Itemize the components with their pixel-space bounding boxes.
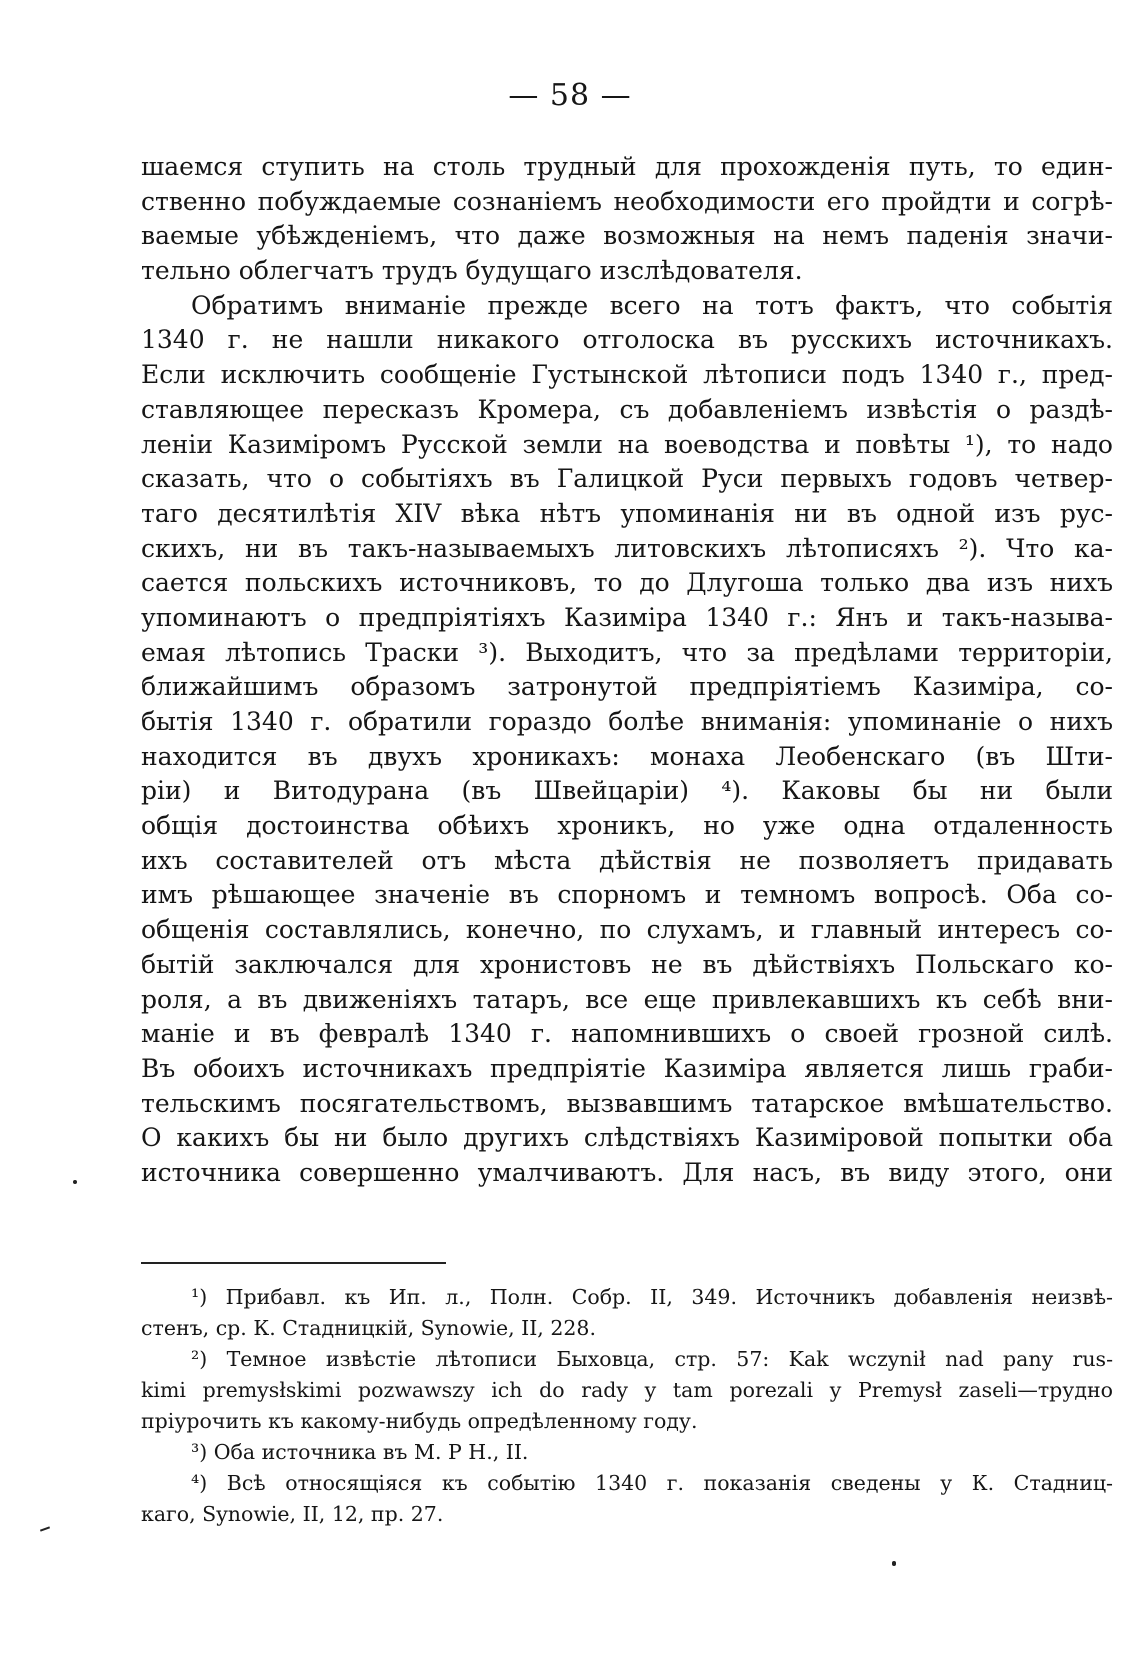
body-line: 1340 г. не нашли никакого отголоска въ русскихъ источникахъ. xyxy=(141,325,1113,355)
scan-speck xyxy=(73,1180,77,1184)
body-line: ихъ составителей отъ мѣста дѣйствія не позволяетъ придавать xyxy=(141,845,1113,875)
body-line: маніе и въ февралѣ 1340 г. напомнившихъ о своей грозной силѣ. xyxy=(141,1019,1113,1049)
scan-speck xyxy=(40,1526,50,1531)
footnote-line: ⁴) Всѣ относящіяся къ событію 1340 г. показанія сведены у К. Стадниц- xyxy=(191,1471,1113,1495)
body-text xyxy=(141,150,1113,1191)
body-line: леніи Казиміромъ Русской земли на воеводства и повѣты ¹), то надо xyxy=(141,429,1113,459)
body-line: емая лѣтопись Траски ³). Выходитъ, что за предѣлами территоріи, xyxy=(141,637,1113,667)
body-line: упоминаютъ о предпріятіяхъ Казиміра 1340 г.: Янъ и такъ-называ- xyxy=(141,602,1113,632)
footnotes xyxy=(141,1282,1113,1530)
body-line: сается польскихъ источниковъ, то до Длугоша только два изъ нихъ xyxy=(141,568,1113,598)
body-line: Въ обоихъ источникахъ предпріятіе Казиміра является лишь граби- xyxy=(141,1053,1113,1083)
body-line: общенія составлялись, конечно, по слухамъ, и главный интересъ со- xyxy=(141,915,1113,945)
page-number: — 58 — xyxy=(508,78,632,113)
footnote-line: ³) Оба источника въ М. Р Н., II. xyxy=(191,1440,529,1464)
body-line: имъ рѣшающее значеніе въ спорномъ и темномъ вопросѣ. Оба со- xyxy=(141,880,1113,910)
body-line: шаемся ступить на столь трудный для прохожденія путь, то един- xyxy=(141,152,1113,181)
body-line: роля, а въ движеніяхъ татаръ, все еще привлекавшихъ къ себѣ вни- xyxy=(141,984,1113,1014)
footnote-line: стенъ, ср. К. Стадницкій, Synowie, II, 228. xyxy=(141,1316,596,1340)
footnote-line: ¹) Прибавл. къ Ип. л., Полн. Собр. II, 349. Источникъ добавленія неизвѣ- xyxy=(191,1285,1113,1309)
body-line: бытій заключался для хронистовъ не въ дѣйствіяхъ Польскаго ко- xyxy=(141,949,1113,979)
body-line: Если исключить сообщеніе Густынской лѣтописи подъ 1340 г., пред- xyxy=(141,360,1113,390)
body-line: бытія 1340 г. обратили гораздо болѣе вниманія: упоминаніе о нихъ xyxy=(141,707,1113,736)
body-line: общія достоинства обѣихъ хроникъ, но уже одна отдаленность xyxy=(141,811,1113,841)
body-line: источника совершенно умалчиваютъ. Для насъ, въ виду этого, они xyxy=(141,1157,1113,1187)
scan-speck xyxy=(892,1561,896,1566)
footnote-divider xyxy=(141,1262,446,1264)
body-line: таго десятилѣтія XIV вѣка нѣтъ упоминанія ни въ одной изъ рус- xyxy=(141,498,1113,528)
body-line: тельно облегчатъ трудъ будущаго изслѣдователя. xyxy=(141,256,803,286)
body-line: тельскимъ посягательствомъ, вызвавшимъ татарское вмѣшательство. xyxy=(141,1088,1113,1118)
body-line: ственно побуждаемые сознаніемъ необходимости его пройдти и согрѣ- xyxy=(141,186,1113,216)
footnote-line: kimi premysłskimi pozwawszy ich do rady y tam porezali y Premysł zaseli—трудно xyxy=(141,1378,1113,1402)
footnote-line: ²) Темное извѣстіе лѣтописи Быховца, стр. 57: Kak wczynił nad pany rus- xyxy=(191,1347,1113,1371)
body-line: О какихъ бы ни было другихъ слѣдствіяхъ Казиміровой попытки оба xyxy=(141,1123,1113,1153)
footnote-line: каго, Synowie, II, 12, пр. 27. xyxy=(141,1502,444,1526)
body-line: ріи) и Витодурана (въ Швейцаріи) ⁴). Каковы бы ни были xyxy=(141,776,1113,806)
body-line: ближайшимъ образомъ затронутой предпріятіемъ Казиміра, со- xyxy=(141,672,1113,702)
body-line: ставляющее пересказъ Кромера, съ добавленіемъ извѣстія о раздѣ- xyxy=(141,394,1113,424)
body-line: находится въ двухъ хроникахъ: монаха Леобенскаго (въ Шти- xyxy=(141,741,1113,771)
body-line: ваемые убѣжденіемъ, что даже возможныя на немъ паденія значи- xyxy=(141,221,1113,251)
body-line: сказать, что о событіяхъ въ Галицкой Руси первыхъ годовъ четвер- xyxy=(141,464,1113,494)
body-line: скихъ, ни въ такъ-называемыхъ литовскихъ лѣтописяхъ ²). Что ка- xyxy=(141,533,1113,563)
footnote-line: пріурочить къ какому-нибудь опредѣленному году. xyxy=(141,1409,698,1433)
body-line: Обратимъ вниманіе прежде всего на тотъ фактъ, что событія xyxy=(191,290,1113,320)
